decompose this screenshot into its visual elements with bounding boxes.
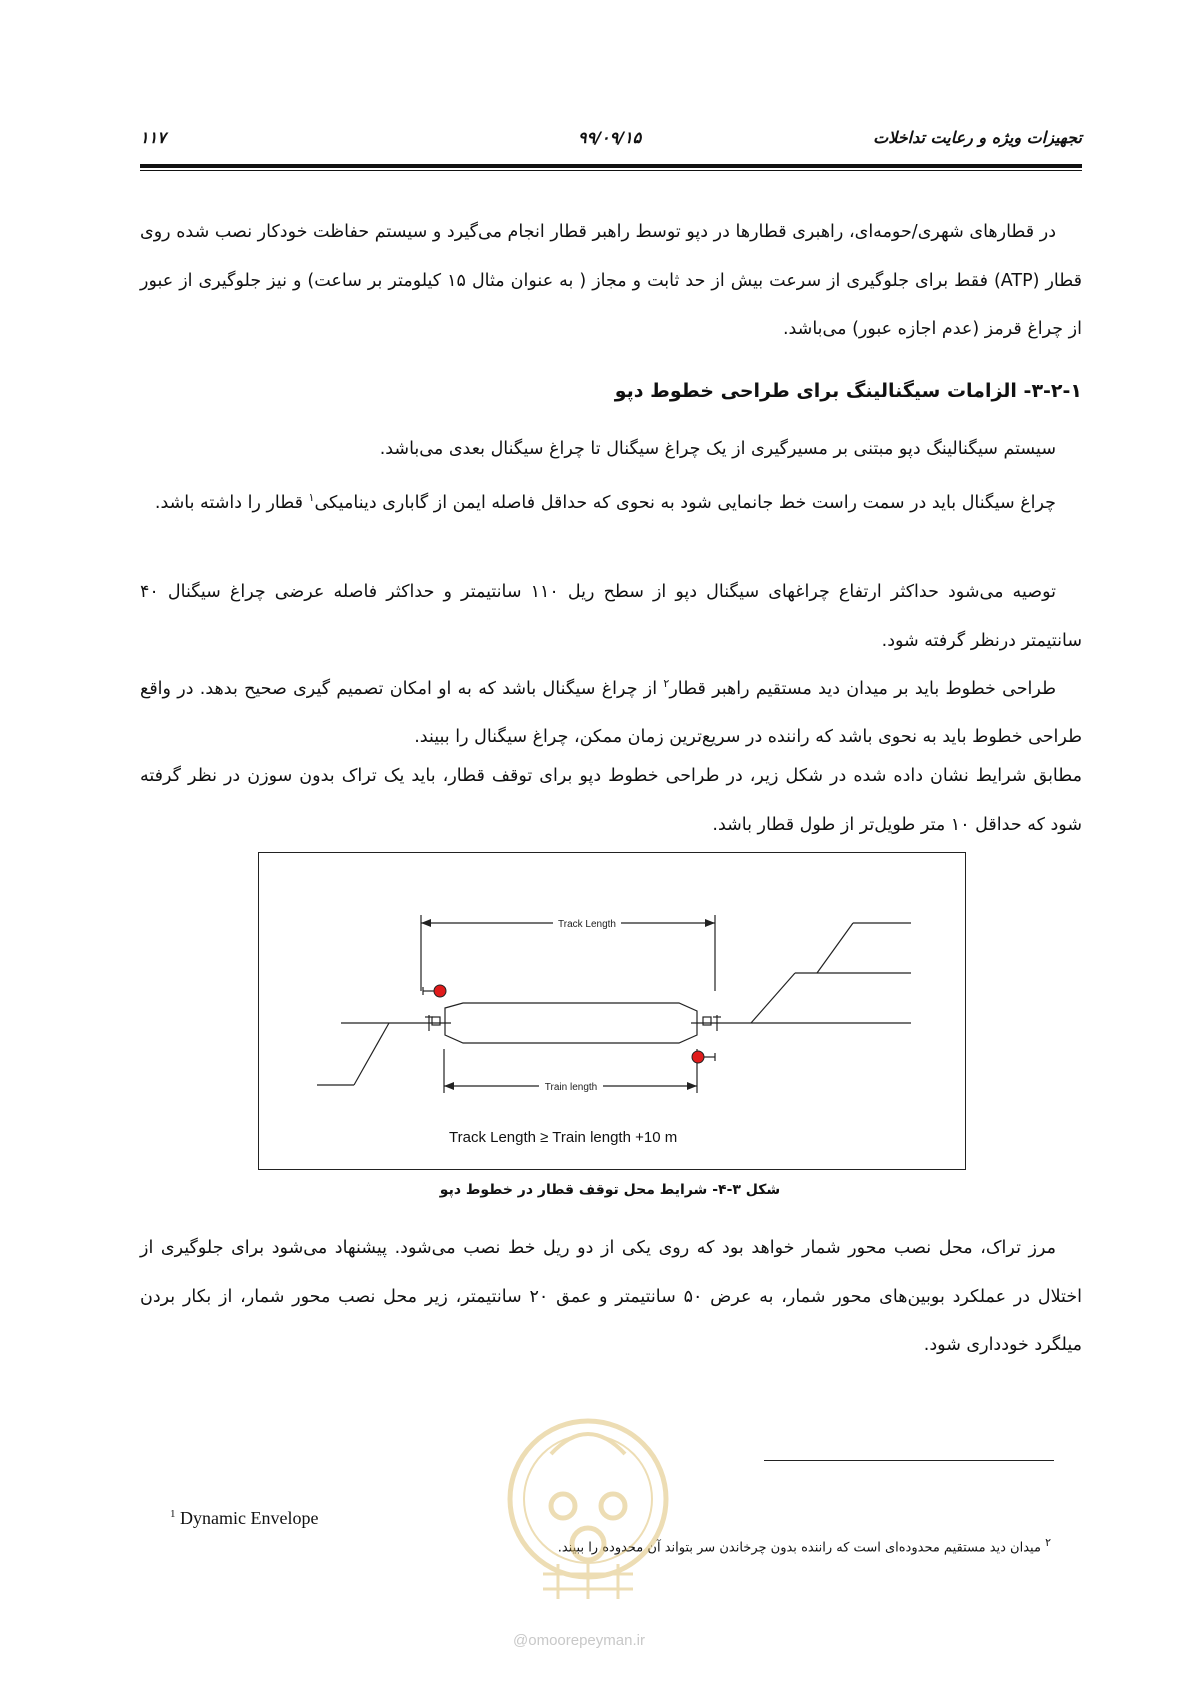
footnote-ref-1: ۱	[308, 491, 315, 504]
train-body	[445, 1003, 697, 1043]
figure-caption: شکل ۳-۴- شرایط محل توقف قطار در خطوط دپو	[439, 1182, 781, 1198]
paragraph-text: چراغ سیگنال باید در سمت راست خط جانمایی شود به نحوی که حداقل فاصله ایمن از گاباری دینامیکی	[314, 492, 1056, 513]
paragraph-axle-counter: مرز تراک، محل نصب محور شمار خواهد بود که روی یکی از دو ریل خط نصب می‌شود. پیشنهاد می‌شود برای جلوگیری از اختلال در عملکرد بوبین‌های محور شمار، به عرض ۵۰ سانتیمتر و عمق ۲۰ سانتیمتر، زیر محل نصب محور شمار، از بکار بردن میلگرد خودداری شود.	[140, 1238, 1083, 1355]
footnote-1	[170, 1508, 318, 1529]
right-turnout-2	[817, 923, 853, 973]
footnote-rule	[764, 1460, 1054, 1461]
watermark-text: @omoorepeyman.ir	[513, 1632, 645, 1649]
footnote-2-mark: ۲	[1045, 1536, 1051, 1549]
paragraph-signal-height: توصیه می‌شود حداکثر ارتفاع چراغهای سیگنال دپو از سطح ریل ۱۱۰ سانتیمتر و حداکثر فاصله عرضی چراغ سیگنال ۴۰ سانتیمتر درنظر گرفته شود.	[140, 582, 1082, 651]
formula: Track Length ≥ Train length +10 m	[449, 1129, 678, 1146]
chapter-title: تجهیزات ویژه و رعایت تداخلات	[873, 128, 1082, 147]
right-turnout	[751, 973, 795, 1023]
paragraph-signal-placement	[140, 474, 1082, 527]
footnote-2-text: میدان دید مستقیم محدوده‌ای است که راننده بدون چرخاندن سر بتواند آن محدوده را ببیند.	[557, 1540, 1041, 1556]
paragraph-atp: در قطارهای شهری/حومه‌ای، راهبری قطارها در دپو توسط راهبر قطار انجام می‌گیرد و سیستم حفاظت خودکار نصب شده روی قطار (ATP) فقط برای جلوگیری از سرعت بیش از حد ثابت و مجاز ( به عنوان مثال ۱۵ کیلومتر بر ساعت) و نیز جلوگیری از عبور از چراغ قرمز (عدم اجازه عبور) می‌باشد.	[140, 222, 1082, 339]
arrowhead	[444, 1082, 454, 1090]
footnote-1-mark: 1	[170, 1508, 176, 1520]
track-diagram-svg	[259, 853, 965, 1169]
left-turnout	[354, 1023, 389, 1085]
section-heading: ۳-۲-۱- الزامات سیگنالینگ برای طراحی خطوط دپو	[614, 380, 1082, 402]
track-diagram	[258, 852, 966, 1170]
watermark-logo	[503, 1384, 673, 1614]
paragraph-routing: سیستم سیگنالینگ دپو مبتنی بر مسیرگیری از یک چراغ سیگنال تا چراغ سیگنال بعدی می‌باشد.	[379, 439, 1056, 459]
train-length-label: Train length	[544, 1082, 598, 1093]
signal-light-left	[434, 985, 446, 997]
arrowhead	[705, 919, 715, 927]
signal-light-right	[692, 1051, 704, 1063]
footnote-ref-2: ۲	[663, 677, 670, 690]
paragraph-text: از چراغ سیگنال باشد که به او امکان تصمیم گیری صحیح بدهد. در واقع طراحی خطوط باید به نحوی باشد که راننده در سریع‌ترین زمان ممکن، چراغ سیگنال را ببیند.	[140, 678, 1082, 748]
paragraph-track-length: مطابق شرایط نشان داده شده در شکل زیر، در طراحی خطوط دپو برای توقف قطار، باید یک تراک بدون سوزن در نظر گرفته شود که حداقل ۱۰ متر طویل‌تر از طول قطار باشد.	[140, 766, 1082, 835]
header-rule	[140, 164, 1082, 168]
header-rule-thin	[140, 170, 1082, 171]
page-number: ۱۱۷	[140, 128, 166, 147]
arrowhead	[421, 919, 431, 927]
paragraph-text: قطار را داشته باشد.	[154, 492, 309, 513]
track-length-label: Track Length	[558, 919, 616, 930]
paragraph-line-of-sight	[140, 660, 1082, 762]
axle-counter-box-left	[432, 1017, 440, 1025]
footnote-1-text: Dynamic Envelope	[180, 1508, 319, 1528]
header-date: ۹۹/۰۹/۱۵	[578, 128, 642, 147]
axle-counter-box-right	[703, 1017, 711, 1025]
paragraph-text: طراحی خطوط باید بر میدان دید مستقیم راهبر قطار	[669, 678, 1056, 699]
arrowhead	[687, 1082, 697, 1090]
